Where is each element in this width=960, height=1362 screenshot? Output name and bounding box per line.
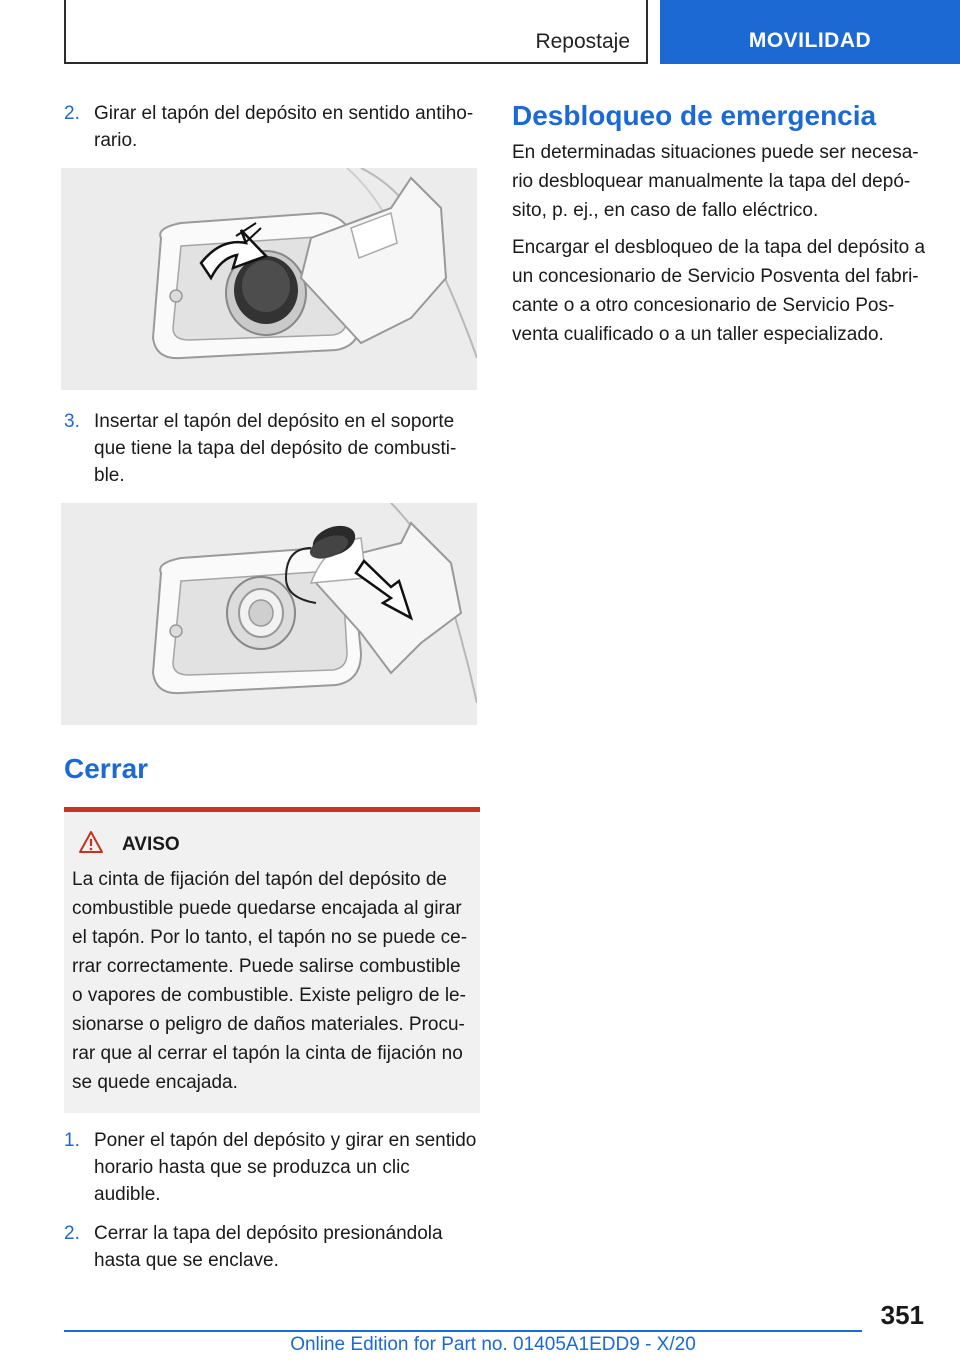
step-text: Poner el tapón del depósito y girar en sentido horario hasta que se produzca un clic audible.: [94, 1130, 477, 1205]
fuel-cap-holder-illustration: [61, 503, 477, 725]
warning-body: La cinta de fijación del tapón del depósito de combustible puede quedarse encajada al girar el tapón. Por lo tanto, el tapón no se puede ce-rrar correctamente. Puede salirse combustible o vapores de combustible. Existe peligro de le-sionarse o peligro de daños materiales. Procu-rar que al cerrar el tapón la cinta de fijación no se quede encajada.: [72, 869, 468, 1093]
page-number: 351: [880, 1300, 924, 1330]
step-text: Cerrar la tapa del depósito presionándola hasta que se enclave.: [94, 1223, 443, 1271]
left-column: [64, 100, 480, 1286]
close-step-1: [64, 1127, 480, 1208]
right-column: [512, 100, 928, 357]
section-title-cerrar: Cerrar: [64, 753, 149, 784]
step-number: 2.: [64, 1223, 80, 1244]
footer-divider: [64, 1330, 862, 1332]
step-text: Girar el tapón del depósito en sentido antiho-rario.: [94, 103, 474, 151]
step-2: [64, 100, 480, 154]
warning-title: AVISO: [122, 833, 180, 855]
paragraph: En determinadas situaciones puede ser necesa-rio desbloquear manualmente la tapa del depó-sito, p. ej., en caso de fallo eléctrico.: [512, 142, 919, 221]
step-number: 2.: [64, 103, 80, 124]
step-number: 3.: [64, 411, 80, 432]
close-step-2: [64, 1220, 480, 1274]
warning-header: [78, 830, 470, 859]
paragraph: Encargar el desbloqueo de la tapa del depósito a un concesionario de Servicio Posventa del fabri-cante o a otro concesionario de Servicio Pos-venta cualificado o a un taller especializado.: [512, 237, 926, 345]
footer-edition: Online Edition for Part no. 01405A1EDD9 - X/20: [290, 1334, 696, 1355]
step-text: Insertar el tapón del depósito en el soporte que tiene la tapa del depósito de combusti-ble.: [94, 411, 457, 486]
warning-box: [64, 807, 480, 1113]
section-title-emergency-release: Desbloqueo de emergencia: [512, 100, 877, 131]
step-3: [64, 408, 480, 489]
header-chapter-tab[interactable]: MOVILIDAD: [660, 0, 960, 64]
step-number: 1.: [64, 1130, 80, 1151]
warning-triangle-icon: [78, 830, 104, 859]
header-section-title: Repostaje: [535, 30, 630, 53]
fuel-cap-turn-illustration: [61, 168, 477, 390]
